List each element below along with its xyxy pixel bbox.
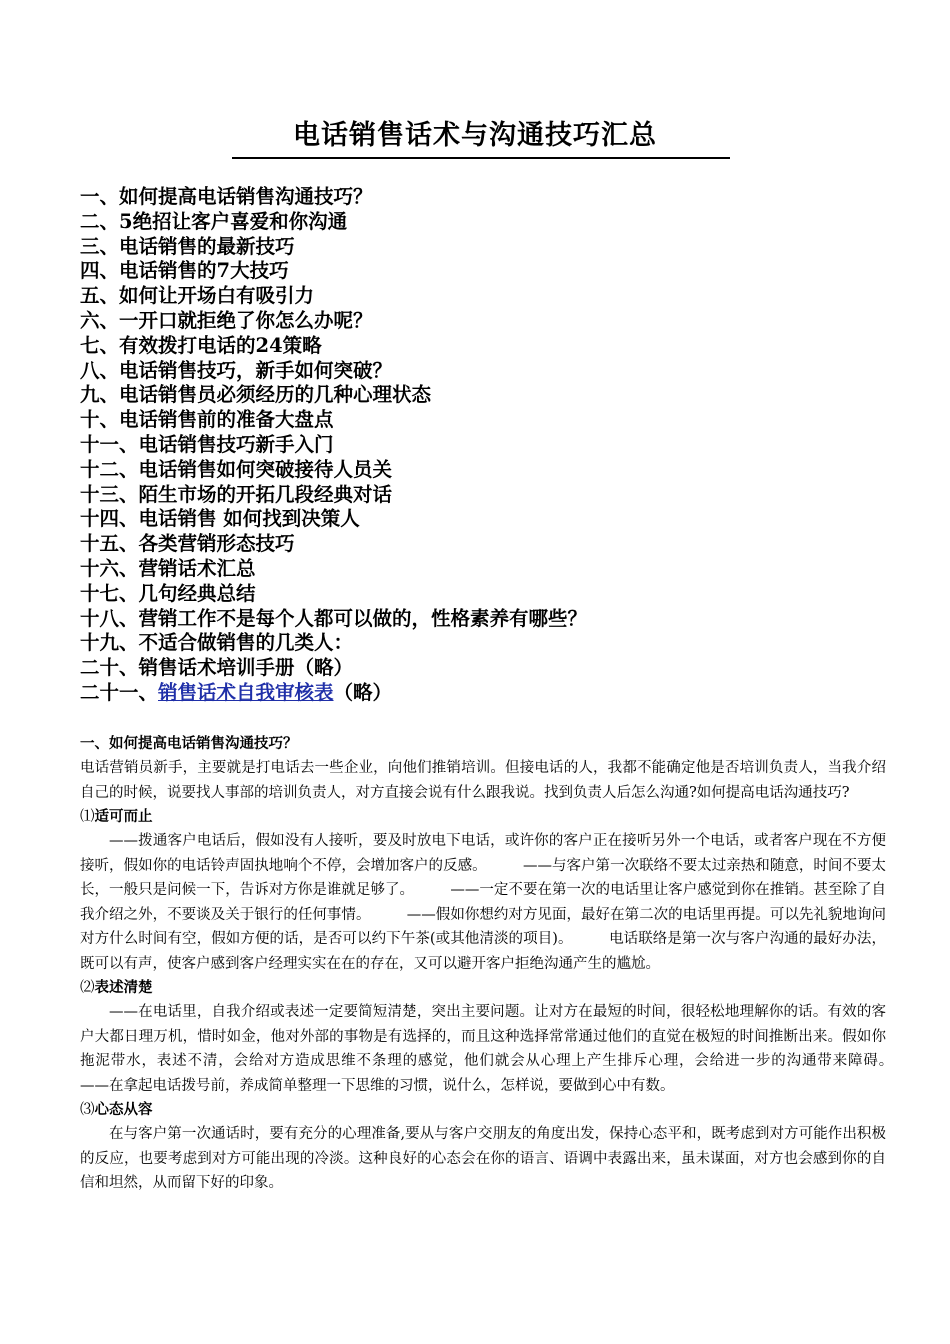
toc-item: 八、电话销售技巧，新手如何突破？ [80, 358, 393, 382]
intro-paragraph: 电话营销员新手，主要就是打电话去一些企业，向他们推销培训。但接电话的人，我都不能确定他是否培训负责人，当我介绍自己的时候，说要找人事部的培训负责人，对方直接会说有什么跟我说。找到负责人后怎么沟通?如何提高电话沟通技巧? [80, 760, 886, 801]
subsection-heading [80, 976, 886, 1000]
toc-item: 十六、营销话术汇总 [80, 556, 256, 580]
table-of-contents [80, 185, 900, 706]
toc-item-prefix: 二十一、 [80, 680, 159, 704]
subsection-heading [80, 1098, 886, 1122]
toc-item: 十一、电话销售技巧新手入门 [80, 432, 334, 456]
subsection-paragraph: ——在电话里，自我介绍或表述一定要简短清楚，突出主要问题。让对方在最短的时间，很轻松地理解你的话。有效的客户大都日理万机，惜时如金，他对外部的事物是有选择的，而且这种选择常常通过他们的直觉在极短的时间推断出来。假如你拖泥带水，表述不清，会给对方造成思维不条理的感觉，他们就会从心理上产生排斥心理，会给进一步的沟通带来障碍。 ——在拿起电话拨号前，养成简单整理一下思维的习惯，说什么，怎样说，要做到心中有数。 [80, 1004, 930, 1094]
toc-item: 六、一开口就拒绝了你怎么办呢？ [80, 308, 373, 332]
subsection-number: ⑴ [80, 809, 95, 825]
title-underline [232, 157, 730, 159]
toc-item: 十九、不适合做销售的几类人： [80, 631, 354, 655]
toc-item: 十五、各类营销形态技巧 [80, 532, 295, 556]
document-title: 电话销售话术与沟通技巧汇总 [293, 120, 657, 151]
subsection-title: 表述清楚 [94, 979, 153, 996]
self-review-table-link[interactable]: 销售话术自我审核表 [158, 680, 334, 704]
toc-item: 十八、营销工作不是每个人都可以做的，性格素养有哪些？ [80, 606, 588, 630]
section-heading: 一、如何提高电话销售沟通技巧？ [80, 735, 298, 752]
toc-item: 三、电话销售的最新技巧 [80, 234, 295, 258]
subsection-number: ⑶ [80, 1102, 95, 1118]
subsection-title: 心态从容 [94, 1101, 153, 1118]
toc-item: 十七、几句经典总结 [80, 581, 256, 605]
subsection-paragraph: ——拨通客户电话后，假如没有人接听，要及时放电下电话，或许你的客户正在接听另外一个电话，或者客户现在不方便接听，假如你的电话铃声固执地响个不停，会增加客户的反感。 ——与客户第一次联络不要太过亲热和随意，时间不要太长，一般只是问候一下，告诉对方你是谁就足够了。 ——一定不要在第一次的电话里让客户感觉到你在推销。甚至除了自我介绍之外，不要谈及关于银行的任何事情。 ——假如你想约对方见面，最好在第二次的电话里再提。可以先礼貌地询问对方什么时间有空，假如方便的话，是否可以约下午茶(或其他清淡的项目)。 电话联络是第一次与客户沟通的最好办法，既可以有声，使客户感到客户经理实实在在的存在，又可以避开客户拒绝沟通产生的尴尬。 [80, 833, 886, 972]
subsection-number: ⑵ [80, 980, 95, 996]
toc-item: 十三、陌生市场的开拓几段经典对话 [80, 482, 393, 506]
subsection-heading [80, 805, 886, 829]
toc-item: 九、电话销售员必须经历的几种心理状态 [80, 383, 432, 407]
toc-item-suffix: （略） [333, 680, 393, 704]
toc-item: 一、如何提高电话销售沟通技巧？ [80, 185, 373, 208]
toc-item: 十二、电话销售如何突破接待人员关 [80, 457, 393, 481]
toc-item: 二十、销售话术培训手册（略） [80, 656, 354, 680]
subsection-paragraph: 在与客户第一次通话时，要有充分的心理准备,要从与客户交朋友的角度出发，保持心态平和，既考虑到对方可能作出积极的反应，也要考虑到对方可能出现的冷淡。这种良好的心态会在你的语言、语调中表露出来，虽未谋面，对方也会感到你的自信和坦然，从而留下好的印象。 [80, 1126, 886, 1191]
toc-item: 四、电话销售的7大技巧 [80, 259, 289, 283]
toc-item-last [80, 681, 900, 706]
toc-item: 二、5绝招让客户喜爱和你沟通 [80, 209, 348, 233]
toc-item: 五、如何让开场白有吸引力 [80, 284, 315, 308]
subsection-title: 适可而止 [94, 808, 153, 825]
toc-item: 十四、电话销售 如何找到决策人 [80, 507, 360, 531]
toc-item: 十、电话销售前的准备大盘点 [80, 408, 334, 432]
toc-item: 七、有效拨打电话的24策略 [80, 333, 322, 357]
section-body [80, 733, 930, 1196]
